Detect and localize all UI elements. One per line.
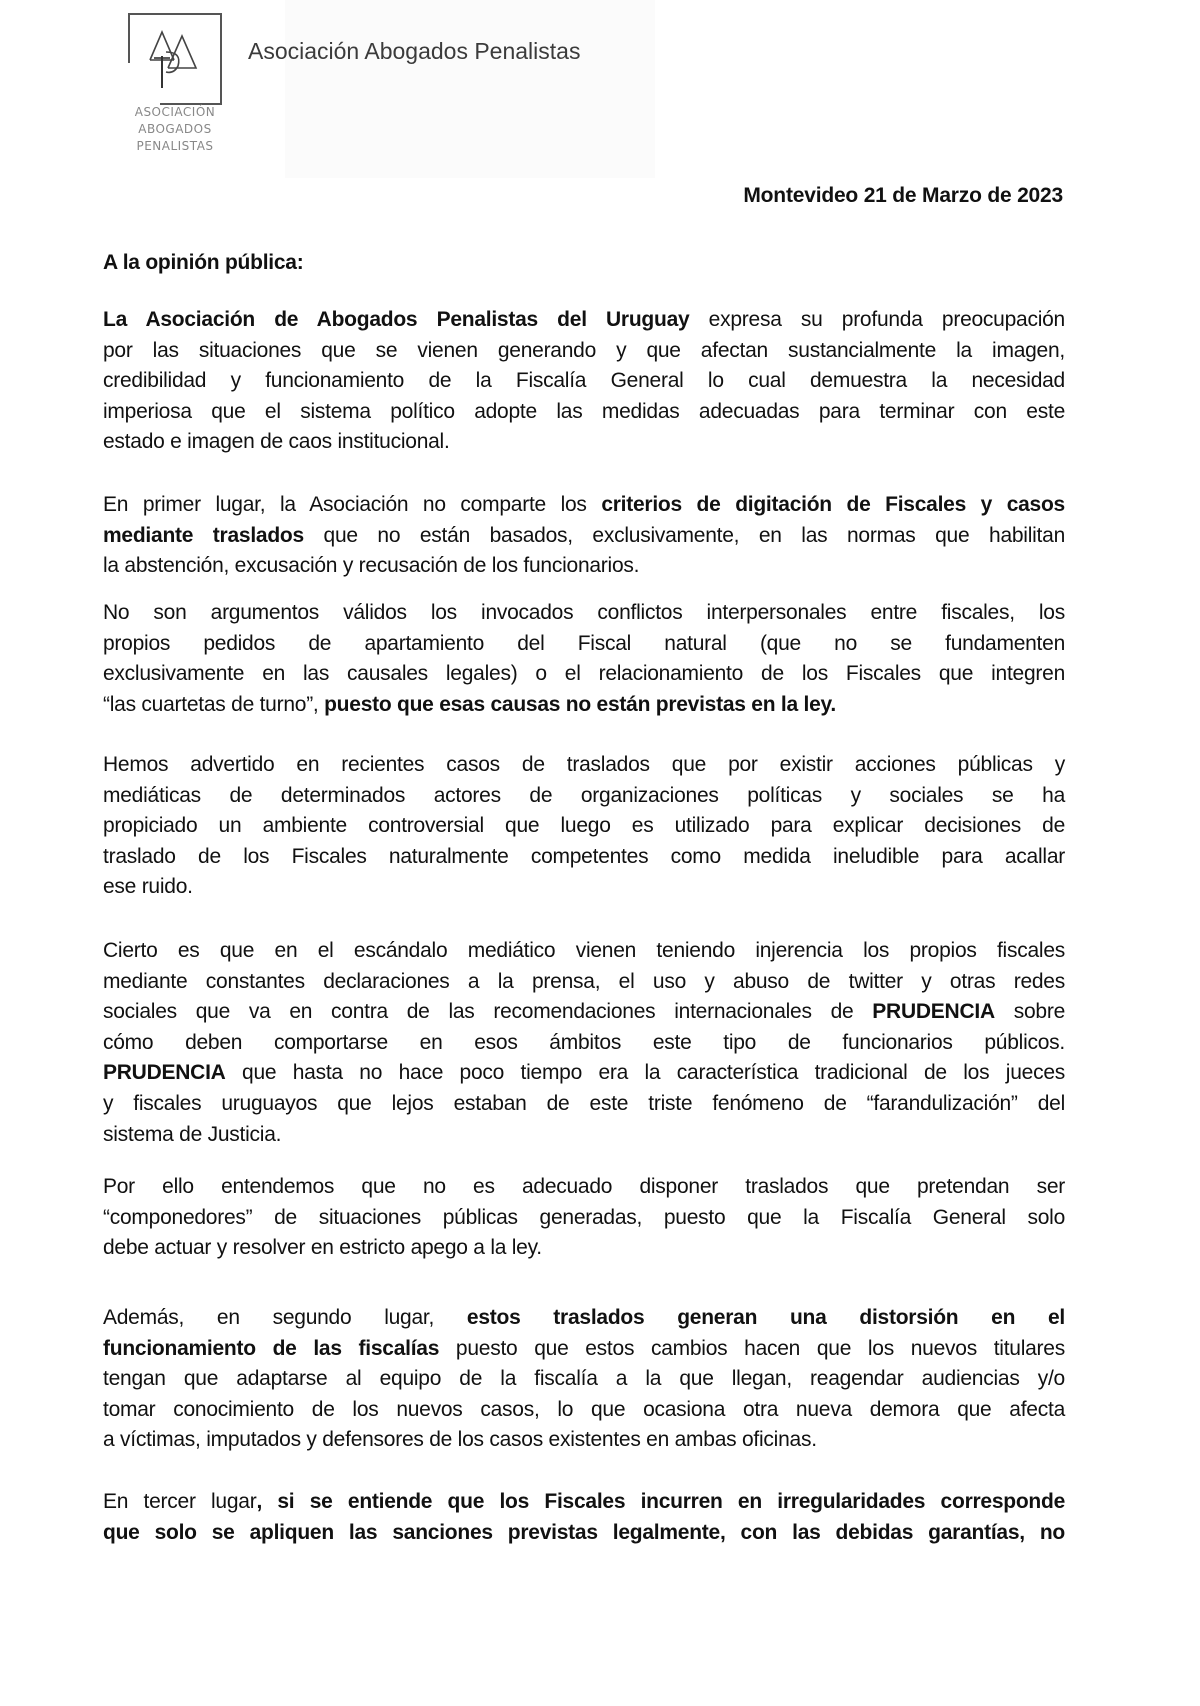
text-line [103, 967, 1065, 998]
text-line [103, 1203, 1065, 1234]
paragraph-8 [103, 1487, 1065, 1548]
text: credibilidad y funcionamiento de la Fiscalía General lo cual demuestra la necesidad [103, 369, 1065, 393]
text: imperiosa que el sistema político adopte las medidas adecuadas para terminar con este [103, 399, 1065, 423]
text-line [103, 1120, 1065, 1151]
text-line [103, 305, 1065, 336]
logo-caption-line1: ASOCIACIÓN ABOGADOS [134, 105, 216, 136]
text: “las cuartetas de turno”, [103, 692, 325, 716]
text: la abstención, excusación y recusación de los funcionarios. [103, 554, 640, 578]
text: Cierto es que en el escándalo mediático vienen teniendo injerencia los propios fiscales [103, 939, 1065, 962]
paragraph-4 [103, 750, 1065, 903]
paragraph-7 [103, 1303, 1065, 1456]
bold-text: mediante traslados [103, 523, 304, 547]
text-line [103, 997, 1065, 1028]
text-line [103, 1303, 1065, 1334]
text-line [103, 397, 1065, 428]
text: estado e imagen de caos institucional. [103, 430, 450, 454]
text-line [103, 551, 1065, 582]
text-line [103, 1364, 1065, 1395]
bold-text: puesto que esas causas no están previstas en la ley. [324, 692, 836, 716]
text: sistema de Justicia. [103, 1122, 282, 1146]
text: que no están basados, exclusivamente, en las normas que habilitan [303, 523, 1065, 547]
bold-text: estos traslados generan una distorsión en el [466, 1306, 1065, 1329]
text-line [103, 842, 1065, 873]
text: ese ruido. [103, 875, 193, 899]
text-line [103, 1058, 1065, 1089]
bold-text: , si se entiende que los Fiscales incurren en irregularidades corresponde [256, 1490, 1066, 1513]
bold-text: que solo se apliquen las sanciones previstas legalmente, con las debidas garantías, no [103, 1520, 1065, 1544]
text-line [103, 781, 1065, 812]
text: propios pedidos de apartamiento del Fiscal natural (que no se fundamenten [103, 631, 1065, 655]
text: tomar conocimiento de los nuevos casos, lo que ocasiona otra nueva demora que afecta [103, 1397, 1065, 1421]
text-line [103, 629, 1065, 660]
text-line [103, 1334, 1065, 1365]
text: por las situaciones que se vienen generando y que afectan sustancialmente la imagen, [103, 338, 1065, 362]
text-line [103, 427, 1065, 458]
paragraph-3 [103, 598, 1065, 720]
text-line [103, 1425, 1065, 1456]
text-line [103, 1233, 1065, 1264]
text-line [103, 336, 1065, 367]
text-line [103, 1172, 1065, 1203]
text-line [103, 1487, 1065, 1518]
salutation: A la opinión pública: [103, 251, 304, 274]
text: expresa su profunda preocupación [689, 308, 1065, 331]
text: y fiscales uruguayos que lejos estaban de este triste fenómeno de “farandulización” del [103, 1091, 1065, 1115]
text-line [103, 690, 1065, 721]
text: En primer lugar, la Asociación no comparte los [103, 493, 602, 516]
text: Hemos advertido en recientes casos de traslados que por existir acciones públicas y [103, 753, 1065, 776]
text: que hasta no hace poco tiempo era la característica tradicional de los jueces [225, 1061, 1065, 1085]
text: debe actuar y resolver en estricto apego a la ley. [103, 1236, 542, 1260]
bold-text: funcionamiento de las fiscalías [103, 1336, 440, 1360]
text-line [103, 1028, 1065, 1059]
letterhead-band [285, 0, 655, 178]
text: “componedores” de situaciones públicas generadas, puesto que la Fiscalía General solo [103, 1205, 1065, 1229]
text: a víctimas, imputados y defensores de los casos existentes en ambas oficinas. [103, 1428, 817, 1452]
bold-text: criterios de digitación de Fiscales y casos [601, 493, 1065, 516]
text: Además, en segundo lugar, [103, 1306, 467, 1329]
text: No son argumentos válidos los invocados conflictos interpersonales entre fiscales, los [103, 601, 1065, 624]
text-line [103, 1089, 1065, 1120]
text-line [103, 490, 1065, 521]
text: exclusivamente en las causales legales) o el relacionamiento de los Fiscales que integren [103, 662, 1065, 686]
text-line [103, 872, 1065, 903]
text-line [103, 598, 1065, 629]
text: tengan que adaptarse al equipo de la fiscalía a la que llegan, reagendar audiencias y/o [103, 1367, 1065, 1391]
text: traslado de los Fiscales naturalmente competentes como medida ineludible para acallar [103, 844, 1065, 868]
text: cómo deben comportarse en esos ámbitos este tipo de funcionarios públicos. [103, 1030, 1065, 1054]
text-line [103, 1518, 1065, 1549]
text: propiciado un ambiente controversial que luego es utilizado para explicar decisiones de [103, 814, 1065, 838]
text: mediante constantes declaraciones a la prensa, el uso y abuso de twitter y otras redes [103, 969, 1065, 993]
text-line [103, 811, 1065, 842]
bold-text: PRUDENCIA [872, 1000, 995, 1024]
paragraph-2 [103, 490, 1065, 582]
text: mediáticas de determinados actores de organizaciones políticas y sociales se ha [103, 783, 1065, 807]
logo-caption [100, 104, 250, 155]
text-line [103, 659, 1065, 690]
text: Por ello entendemos que no es adecuado disponer traslados que pretendan ser [103, 1175, 1065, 1198]
association-logo [100, 10, 270, 153]
text-line [103, 936, 1065, 967]
bold-text: PRUDENCIA [103, 1061, 226, 1085]
text: En tercer lugar [103, 1490, 257, 1513]
text: sociales que va en contra de las recomendaciones internacionales de [103, 1000, 873, 1024]
paragraph-6 [103, 1172, 1065, 1264]
text-line [103, 521, 1065, 552]
text-line [103, 1395, 1065, 1426]
paragraph-1 [103, 305, 1065, 458]
paragraph-5 [103, 936, 1065, 1150]
text-line [103, 366, 1065, 397]
bold-text: La Asociación de Abogados Penalistas del Uruguay [103, 308, 690, 331]
text: sobre [994, 1000, 1065, 1024]
logo-monogram-icon [148, 28, 208, 88]
text-line [103, 750, 1065, 781]
logo-caption-line2: PENALISTAS [136, 139, 214, 153]
text: puesto que estos cambios hacen que los nuevos titulares [439, 1336, 1065, 1360]
letterhead-org-name: Asociación Abogados Penalistas [248, 38, 581, 64]
letter-date: Montevideo 21 de Marzo de 2023 [743, 184, 1063, 207]
